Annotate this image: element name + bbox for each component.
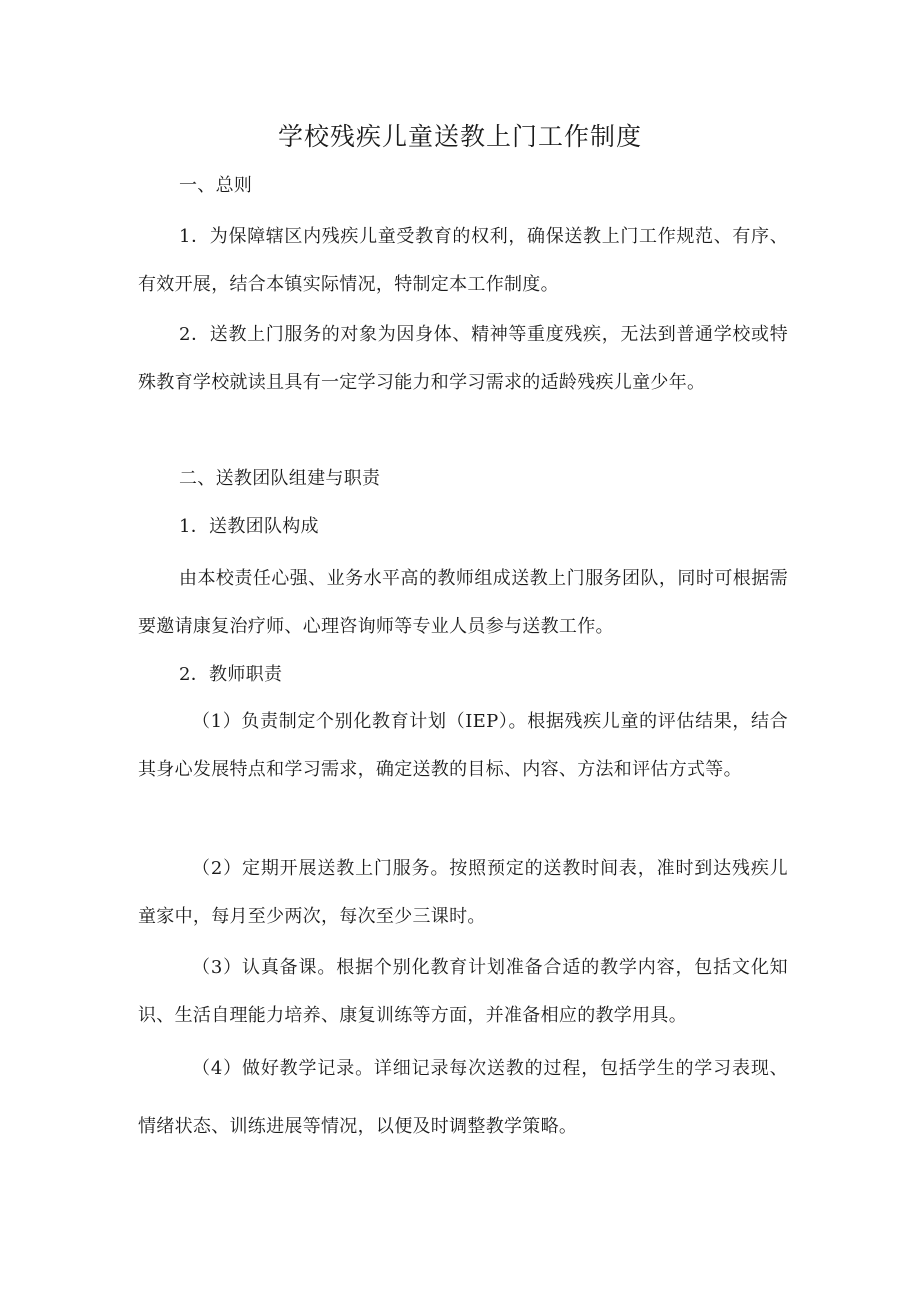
section-heading-team: 二、送教团队组建与职责 (179, 468, 381, 489)
subheading-team-composition: 1．送教团队构成 (179, 516, 319, 537)
duty-item-lesson-prep: （3）认真备课。根据个别化教育计划准备合适的教学内容，包括文化知识、生活自理能力培养、康复训练等方面，并准备相应的教学用具。 (138, 957, 788, 1026)
document-title: 学校残疾儿童送教上门工作制度 (277, 122, 642, 151)
duty-item-regular-visits: （2）定期开展送教上门服务。按照预定的送教时间表，准时到达残疾儿童家中，每月至少两次，每次至少三课时。 (138, 858, 788, 927)
paragraph-service-target: 2．送教上门服务的对象为因身体、精神等重度残疾，无法到普通学校或特殊教育学校就读且具有一定学习能力和学习需求的适龄残疾儿童少年。 (138, 324, 788, 393)
duty-item-iep: （1）负责制定个别化教育计划（IEP）。根据残疾儿童的评估结果，结合其身心发展特点和学习需求，确定送教的目标、内容、方法和评估方式等。 (138, 711, 788, 780)
paragraph-purpose: 1．为保障辖区内残疾儿童受教育的权利，确保送教上门工作规范、有序、有效开展，结合本镇实际情况，特制定本工作制度。 (138, 226, 788, 295)
subheading-teacher-duties: 2．教师职责 (179, 664, 283, 685)
duty-item-teaching-records: （4）做好教学记录。详细记录每次送教的过程，包括学生的学习表现、情绪状态、训练进展等情况，以便及时调整教学策略。 (138, 1058, 788, 1137)
paragraph-team-composition: 由本校责任心强、业务水平高的教师组成送教上门服务团队，同时可根据需要邀请康复治疗师、心理咨询师等专业人员参与送教工作。 (138, 568, 788, 637)
section-heading-general: 一、总则 (179, 175, 253, 196)
